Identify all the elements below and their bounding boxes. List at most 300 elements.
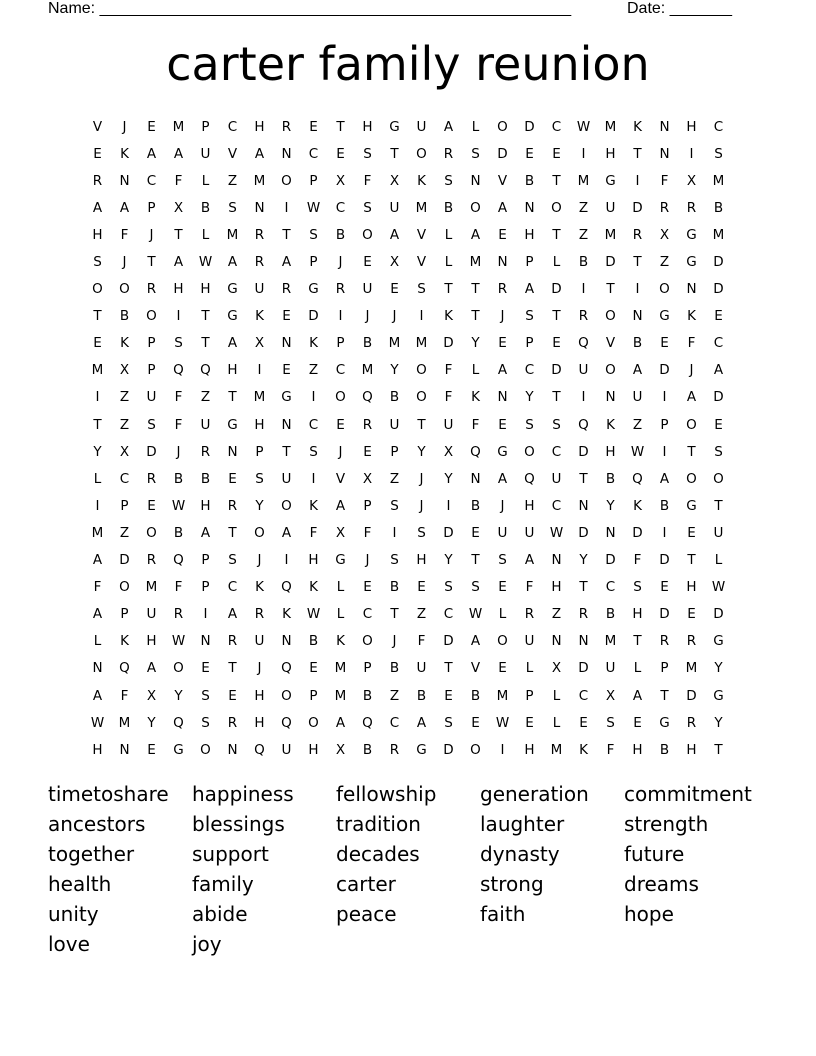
- grid-letter[interactable]: W: [576, 118, 591, 135]
- grid-letter[interactable]: D: [443, 741, 454, 758]
- grid-letter[interactable]: K: [309, 497, 318, 514]
- grid-letter[interactable]: Q: [173, 362, 184, 379]
- grid-letter[interactable]: D: [308, 308, 319, 325]
- grid-letter[interactable]: H: [173, 281, 184, 298]
- grid-letter[interactable]: D: [713, 254, 724, 271]
- grid-letter[interactable]: E: [309, 660, 318, 677]
- grid-letter[interactable]: D: [146, 443, 157, 460]
- grid-letter[interactable]: R: [659, 199, 670, 216]
- grid-letter[interactable]: S: [444, 172, 453, 189]
- grid-letter[interactable]: G: [686, 497, 697, 514]
- grid-letter[interactable]: O: [713, 470, 724, 487]
- grid-letter[interactable]: R: [524, 606, 535, 623]
- grid-letter[interactable]: T: [282, 443, 291, 460]
- grid-letter[interactable]: F: [444, 362, 453, 379]
- grid-letter[interactable]: Q: [281, 714, 292, 731]
- grid-letter[interactable]: O: [119, 281, 130, 298]
- grid-letter[interactable]: Z: [632, 416, 643, 433]
- grid-letter[interactable]: S: [444, 579, 453, 596]
- grid-letter[interactable]: D: [578, 443, 589, 460]
- grid-letter[interactable]: X: [362, 470, 373, 487]
- grid-letter[interactable]: Y: [255, 497, 264, 514]
- grid-letter[interactable]: W: [711, 579, 726, 596]
- grid-letter[interactable]: L: [471, 362, 480, 379]
- grid-letter[interactable]: Z: [308, 362, 319, 379]
- grid-letter[interactable]: D: [713, 281, 724, 298]
- grid-letter[interactable]: O: [470, 199, 481, 216]
- grid-letter[interactable]: O: [470, 741, 481, 758]
- grid-letter[interactable]: Y: [174, 687, 183, 704]
- grid-letter[interactable]: N: [470, 470, 481, 487]
- grid-letter[interactable]: T: [444, 660, 453, 677]
- grid-letter[interactable]: I: [500, 741, 505, 758]
- grid-letter[interactable]: H: [416, 552, 427, 569]
- grid-letter[interactable]: R: [254, 254, 265, 271]
- grid-letter[interactable]: P: [201, 552, 210, 569]
- grid-letter[interactable]: M: [496, 687, 509, 704]
- grid-letter[interactable]: A: [119, 199, 130, 216]
- grid-letter[interactable]: A: [146, 660, 157, 677]
- grid-letter[interactable]: M: [604, 633, 617, 650]
- grid-letter[interactable]: G: [227, 416, 238, 433]
- grid-letter[interactable]: R: [659, 633, 670, 650]
- grid-letter[interactable]: S: [633, 579, 642, 596]
- grid-letter[interactable]: E: [309, 118, 318, 135]
- grid-letter[interactable]: G: [497, 443, 508, 460]
- grid-letter[interactable]: Q: [362, 389, 373, 406]
- grid-letter[interactable]: H: [362, 118, 373, 135]
- grid-letter[interactable]: S: [417, 524, 426, 541]
- grid-letter[interactable]: R: [578, 606, 589, 623]
- grid-letter[interactable]: O: [146, 524, 157, 541]
- grid-letter[interactable]: X: [254, 335, 265, 352]
- grid-letter[interactable]: T: [336, 118, 345, 135]
- grid-letter[interactable]: T: [579, 579, 588, 596]
- grid-letter[interactable]: M: [334, 660, 347, 677]
- grid-letter[interactable]: P: [147, 362, 156, 379]
- grid-letter[interactable]: T: [552, 308, 561, 325]
- grid-letter[interactable]: K: [633, 118, 642, 135]
- grid-letter[interactable]: R: [362, 416, 373, 433]
- grid-letter[interactable]: Q: [173, 552, 184, 569]
- grid-letter[interactable]: P: [201, 579, 210, 596]
- grid-letter[interactable]: H: [686, 579, 697, 596]
- grid-letter[interactable]: N: [551, 633, 562, 650]
- grid-letter[interactable]: Y: [390, 362, 399, 379]
- grid-letter[interactable]: O: [362, 633, 373, 650]
- grid-letter[interactable]: Z: [551, 606, 562, 623]
- grid-letter[interactable]: F: [309, 524, 318, 541]
- grid-letter[interactable]: V: [416, 254, 427, 271]
- grid-letter[interactable]: B: [335, 226, 346, 243]
- grid-letter[interactable]: O: [119, 579, 130, 596]
- grid-letter[interactable]: P: [147, 199, 156, 216]
- grid-letter[interactable]: C: [551, 497, 562, 514]
- grid-letter[interactable]: I: [446, 497, 451, 514]
- grid-letter[interactable]: L: [498, 606, 507, 623]
- grid-letter[interactable]: S: [363, 145, 372, 162]
- grid-letter[interactable]: A: [497, 470, 508, 487]
- grid-letter[interactable]: G: [713, 687, 724, 704]
- grid-letter[interactable]: U: [254, 281, 265, 298]
- grid-letter[interactable]: N: [659, 118, 670, 135]
- grid-letter[interactable]: S: [471, 579, 480, 596]
- grid-letter[interactable]: O: [551, 199, 562, 216]
- grid-letter[interactable]: R: [686, 633, 697, 650]
- grid-letter[interactable]: Q: [200, 362, 211, 379]
- grid-letter[interactable]: H: [254, 118, 265, 135]
- grid-letter[interactable]: Z: [227, 172, 238, 189]
- grid-letter[interactable]: S: [552, 416, 561, 433]
- grid-letter[interactable]: C: [443, 606, 454, 623]
- grid-letter[interactable]: C: [578, 687, 589, 704]
- grid-letter[interactable]: E: [93, 335, 102, 352]
- grid-letter[interactable]: A: [281, 254, 292, 271]
- grid-letter[interactable]: A: [497, 362, 508, 379]
- grid-letter[interactable]: B: [200, 470, 211, 487]
- grid-letter[interactable]: A: [92, 606, 103, 623]
- grid-letter[interactable]: I: [392, 524, 397, 541]
- grid-letter[interactable]: R: [578, 308, 589, 325]
- grid-letter[interactable]: J: [392, 633, 397, 650]
- grid-letter[interactable]: J: [122, 118, 127, 135]
- grid-letter[interactable]: E: [498, 226, 507, 243]
- grid-letter[interactable]: T: [282, 226, 291, 243]
- grid-letter[interactable]: T: [687, 552, 696, 569]
- grid-letter[interactable]: J: [149, 226, 154, 243]
- grid-letter[interactable]: H: [551, 579, 562, 596]
- grid-letter[interactable]: J: [419, 470, 424, 487]
- date-field[interactable]: Date: _______: [627, 0, 732, 17]
- grid-letter[interactable]: X: [119, 443, 130, 460]
- grid-letter[interactable]: F: [444, 389, 453, 406]
- grid-letter[interactable]: A: [227, 254, 238, 271]
- grid-letter[interactable]: X: [686, 172, 697, 189]
- grid-letter[interactable]: E: [282, 308, 291, 325]
- grid-letter[interactable]: M: [712, 226, 725, 243]
- grid-letter[interactable]: Y: [93, 443, 102, 460]
- grid-letter[interactable]: H: [632, 741, 643, 758]
- grid-letter[interactable]: U: [389, 416, 400, 433]
- grid-letter[interactable]: F: [660, 172, 669, 189]
- grid-letter[interactable]: Q: [119, 660, 130, 677]
- grid-letter[interactable]: Z: [389, 687, 400, 704]
- grid-letter[interactable]: S: [471, 145, 480, 162]
- grid-letter[interactable]: Q: [470, 443, 481, 460]
- grid-letter[interactable]: V: [92, 118, 103, 135]
- grid-letter[interactable]: C: [119, 470, 130, 487]
- grid-letter[interactable]: R: [389, 741, 400, 758]
- grid-letter[interactable]: T: [471, 552, 480, 569]
- grid-letter[interactable]: M: [577, 172, 590, 189]
- grid-letter[interactable]: G: [308, 281, 319, 298]
- grid-letter[interactable]: P: [336, 335, 345, 352]
- grid-letter[interactable]: H: [605, 443, 616, 460]
- grid-letter[interactable]: W: [171, 633, 186, 650]
- grid-letter[interactable]: J: [338, 443, 343, 460]
- grid-letter[interactable]: D: [443, 335, 454, 352]
- grid-letter[interactable]: Z: [578, 226, 589, 243]
- grid-letter[interactable]: F: [525, 579, 534, 596]
- grid-letter[interactable]: T: [687, 443, 696, 460]
- grid-letter[interactable]: P: [201, 118, 210, 135]
- grid-letter[interactable]: H: [254, 416, 265, 433]
- grid-letter[interactable]: E: [687, 606, 696, 623]
- grid-letter[interactable]: K: [120, 633, 129, 650]
- grid-letter[interactable]: E: [282, 362, 291, 379]
- grid-letter[interactable]: H: [632, 606, 643, 623]
- grid-letter[interactable]: O: [497, 633, 508, 650]
- grid-letter[interactable]: U: [281, 470, 292, 487]
- grid-letter[interactable]: I: [176, 308, 181, 325]
- grid-letter[interactable]: C: [551, 443, 562, 460]
- grid-letter[interactable]: K: [336, 633, 345, 650]
- grid-letter[interactable]: C: [335, 362, 346, 379]
- grid-letter[interactable]: N: [686, 281, 697, 298]
- grid-letter[interactable]: P: [255, 443, 264, 460]
- grid-letter[interactable]: U: [524, 524, 535, 541]
- grid-letter[interactable]: K: [687, 308, 696, 325]
- grid-letter[interactable]: Y: [147, 714, 156, 731]
- grid-letter[interactable]: L: [444, 226, 453, 243]
- grid-letter[interactable]: E: [201, 660, 210, 677]
- grid-letter[interactable]: I: [257, 362, 262, 379]
- grid-letter[interactable]: A: [524, 552, 535, 569]
- grid-letter[interactable]: O: [416, 362, 427, 379]
- grid-letter[interactable]: M: [118, 714, 131, 731]
- grid-letter[interactable]: T: [228, 389, 237, 406]
- grid-letter[interactable]: V: [605, 335, 616, 352]
- grid-letter[interactable]: Y: [444, 470, 453, 487]
- grid-letter[interactable]: R: [686, 714, 697, 731]
- grid-letter[interactable]: S: [525, 416, 534, 433]
- grid-letter[interactable]: L: [552, 687, 561, 704]
- grid-letter[interactable]: Q: [254, 741, 265, 758]
- grid-letter[interactable]: X: [335, 172, 346, 189]
- grid-letter[interactable]: E: [525, 714, 534, 731]
- grid-letter[interactable]: A: [416, 714, 427, 731]
- grid-letter[interactable]: F: [606, 741, 615, 758]
- grid-letter[interactable]: B: [119, 308, 130, 325]
- grid-letter[interactable]: O: [281, 497, 292, 514]
- grid-letter[interactable]: T: [714, 741, 723, 758]
- grid-letter[interactable]: E: [660, 335, 669, 352]
- grid-letter[interactable]: B: [389, 389, 400, 406]
- grid-letter[interactable]: N: [551, 552, 562, 569]
- grid-letter[interactable]: W: [630, 443, 645, 460]
- grid-letter[interactable]: H: [524, 741, 535, 758]
- grid-letter[interactable]: A: [713, 362, 724, 379]
- grid-letter[interactable]: B: [389, 579, 400, 596]
- grid-letter[interactable]: B: [362, 335, 373, 352]
- grid-letter[interactable]: S: [255, 470, 264, 487]
- grid-letter[interactable]: F: [120, 226, 129, 243]
- grid-letter[interactable]: R: [200, 443, 211, 460]
- grid-letter[interactable]: O: [605, 308, 616, 325]
- grid-letter[interactable]: K: [633, 497, 642, 514]
- grid-letter[interactable]: E: [498, 335, 507, 352]
- grid-letter[interactable]: E: [417, 579, 426, 596]
- grid-letter[interactable]: D: [443, 633, 454, 650]
- grid-letter[interactable]: O: [335, 389, 346, 406]
- grid-letter[interactable]: U: [389, 199, 400, 216]
- grid-letter[interactable]: T: [633, 145, 642, 162]
- grid-letter[interactable]: T: [552, 226, 561, 243]
- grid-letter[interactable]: N: [119, 172, 130, 189]
- grid-letter[interactable]: G: [605, 172, 616, 189]
- grid-letter[interactable]: B: [362, 741, 373, 758]
- grid-letter[interactable]: N: [578, 497, 589, 514]
- grid-letter[interactable]: T: [471, 308, 480, 325]
- grid-letter[interactable]: T: [579, 470, 588, 487]
- grid-letter[interactable]: E: [363, 579, 372, 596]
- grid-letter[interactable]: L: [201, 172, 210, 189]
- grid-letter[interactable]: G: [659, 714, 670, 731]
- grid-letter[interactable]: N: [497, 254, 508, 271]
- grid-letter[interactable]: N: [497, 389, 508, 406]
- grid-letter[interactable]: P: [120, 497, 129, 514]
- grid-letter[interactable]: R: [227, 497, 238, 514]
- grid-letter[interactable]: J: [365, 308, 370, 325]
- grid-letter[interactable]: J: [122, 254, 127, 271]
- grid-letter[interactable]: T: [201, 335, 210, 352]
- grid-letter[interactable]: P: [309, 687, 318, 704]
- grid-letter[interactable]: P: [525, 335, 534, 352]
- grid-letter[interactable]: M: [91, 524, 104, 541]
- grid-letter[interactable]: V: [227, 145, 238, 162]
- grid-letter[interactable]: C: [551, 118, 562, 135]
- grid-letter[interactable]: A: [227, 335, 238, 352]
- grid-letter[interactable]: U: [416, 660, 427, 677]
- grid-letter[interactable]: W: [90, 714, 105, 731]
- grid-letter[interactable]: K: [471, 389, 480, 406]
- grid-letter[interactable]: Z: [389, 470, 400, 487]
- grid-letter[interactable]: U: [713, 524, 724, 541]
- grid-letter[interactable]: M: [334, 687, 347, 704]
- grid-letter[interactable]: E: [633, 714, 642, 731]
- grid-letter[interactable]: S: [714, 145, 723, 162]
- grid-letter[interactable]: I: [311, 389, 316, 406]
- grid-letter[interactable]: R: [254, 606, 265, 623]
- grid-letter[interactable]: P: [660, 660, 669, 677]
- grid-letter[interactable]: M: [685, 660, 698, 677]
- grid-letter[interactable]: O: [416, 389, 427, 406]
- grid-letter[interactable]: F: [174, 172, 183, 189]
- grid-letter[interactable]: L: [201, 226, 210, 243]
- grid-letter[interactable]: D: [578, 524, 589, 541]
- grid-letter[interactable]: O: [605, 362, 616, 379]
- grid-letter[interactable]: M: [388, 335, 401, 352]
- grid-letter[interactable]: O: [92, 281, 103, 298]
- grid-letter[interactable]: M: [415, 335, 428, 352]
- grid-letter[interactable]: G: [335, 552, 346, 569]
- grid-letter[interactable]: S: [363, 199, 372, 216]
- grid-letter[interactable]: D: [551, 281, 562, 298]
- grid-letter[interactable]: E: [714, 308, 723, 325]
- grid-letter[interactable]: S: [93, 254, 102, 271]
- grid-letter[interactable]: I: [95, 389, 100, 406]
- grid-letter[interactable]: Y: [579, 552, 588, 569]
- grid-letter[interactable]: D: [119, 552, 130, 569]
- grid-letter[interactable]: F: [174, 579, 183, 596]
- grid-letter[interactable]: T: [390, 606, 399, 623]
- grid-letter[interactable]: L: [525, 660, 534, 677]
- grid-letter[interactable]: A: [632, 362, 643, 379]
- grid-letter[interactable]: Z: [119, 416, 130, 433]
- grid-letter[interactable]: E: [525, 145, 534, 162]
- grid-letter[interactable]: A: [200, 524, 211, 541]
- grid-letter[interactable]: R: [497, 281, 508, 298]
- grid-letter[interactable]: L: [336, 606, 345, 623]
- grid-letter[interactable]: N: [227, 443, 238, 460]
- grid-letter[interactable]: T: [444, 281, 453, 298]
- grid-letter[interactable]: A: [443, 118, 454, 135]
- grid-letter[interactable]: E: [444, 687, 453, 704]
- grid-letter[interactable]: R: [254, 226, 265, 243]
- grid-letter[interactable]: X: [551, 660, 562, 677]
- grid-letter[interactable]: F: [174, 416, 183, 433]
- grid-letter[interactable]: Q: [578, 335, 589, 352]
- grid-letter[interactable]: J: [176, 443, 181, 460]
- grid-letter[interactable]: S: [201, 687, 210, 704]
- grid-letter[interactable]: I: [689, 145, 694, 162]
- grid-letter[interactable]: Y: [525, 389, 534, 406]
- grid-letter[interactable]: K: [120, 335, 129, 352]
- name-field[interactable]: Name: _____________________________________________________: [48, 0, 572, 17]
- grid-letter[interactable]: U: [416, 118, 427, 135]
- grid-letter[interactable]: C: [524, 362, 535, 379]
- grid-letter[interactable]: R: [146, 552, 157, 569]
- grid-letter[interactable]: T: [93, 308, 102, 325]
- grid-letter[interactable]: D: [713, 389, 724, 406]
- grid-letter[interactable]: X: [443, 443, 454, 460]
- grid-letter[interactable]: A: [335, 714, 346, 731]
- grid-letter[interactable]: I: [581, 389, 586, 406]
- grid-letter[interactable]: V: [470, 660, 481, 677]
- grid-letter[interactable]: Y: [714, 714, 723, 731]
- grid-letter[interactable]: T: [201, 308, 210, 325]
- grid-letter[interactable]: L: [633, 660, 642, 677]
- grid-letter[interactable]: H: [686, 118, 697, 135]
- grid-letter[interactable]: H: [686, 741, 697, 758]
- grid-letter[interactable]: F: [174, 389, 183, 406]
- grid-letter[interactable]: H: [92, 741, 103, 758]
- grid-letter[interactable]: N: [227, 741, 238, 758]
- grid-letter[interactable]: C: [713, 335, 724, 352]
- grid-letter[interactable]: S: [309, 443, 318, 460]
- grid-letter[interactable]: D: [632, 199, 643, 216]
- grid-letter[interactable]: L: [714, 552, 723, 569]
- grid-letter[interactable]: L: [552, 254, 561, 271]
- grid-letter[interactable]: U: [605, 199, 616, 216]
- grid-letter[interactable]: U: [146, 389, 157, 406]
- grid-letter[interactable]: D: [713, 606, 724, 623]
- grid-letter[interactable]: A: [92, 687, 103, 704]
- grid-letter[interactable]: R: [146, 470, 157, 487]
- grid-letter[interactable]: A: [92, 199, 103, 216]
- grid-letter[interactable]: Z: [119, 389, 130, 406]
- grid-letter[interactable]: D: [443, 524, 454, 541]
- grid-letter[interactable]: P: [390, 443, 399, 460]
- grid-letter[interactable]: A: [470, 226, 481, 243]
- grid-letter[interactable]: R: [686, 199, 697, 216]
- grid-letter[interactable]: X: [659, 226, 670, 243]
- grid-letter[interactable]: L: [93, 470, 102, 487]
- grid-letter[interactable]: B: [470, 687, 481, 704]
- grid-letter[interactable]: E: [336, 145, 345, 162]
- grid-letter[interactable]: S: [606, 714, 615, 731]
- grid-letter[interactable]: L: [336, 579, 345, 596]
